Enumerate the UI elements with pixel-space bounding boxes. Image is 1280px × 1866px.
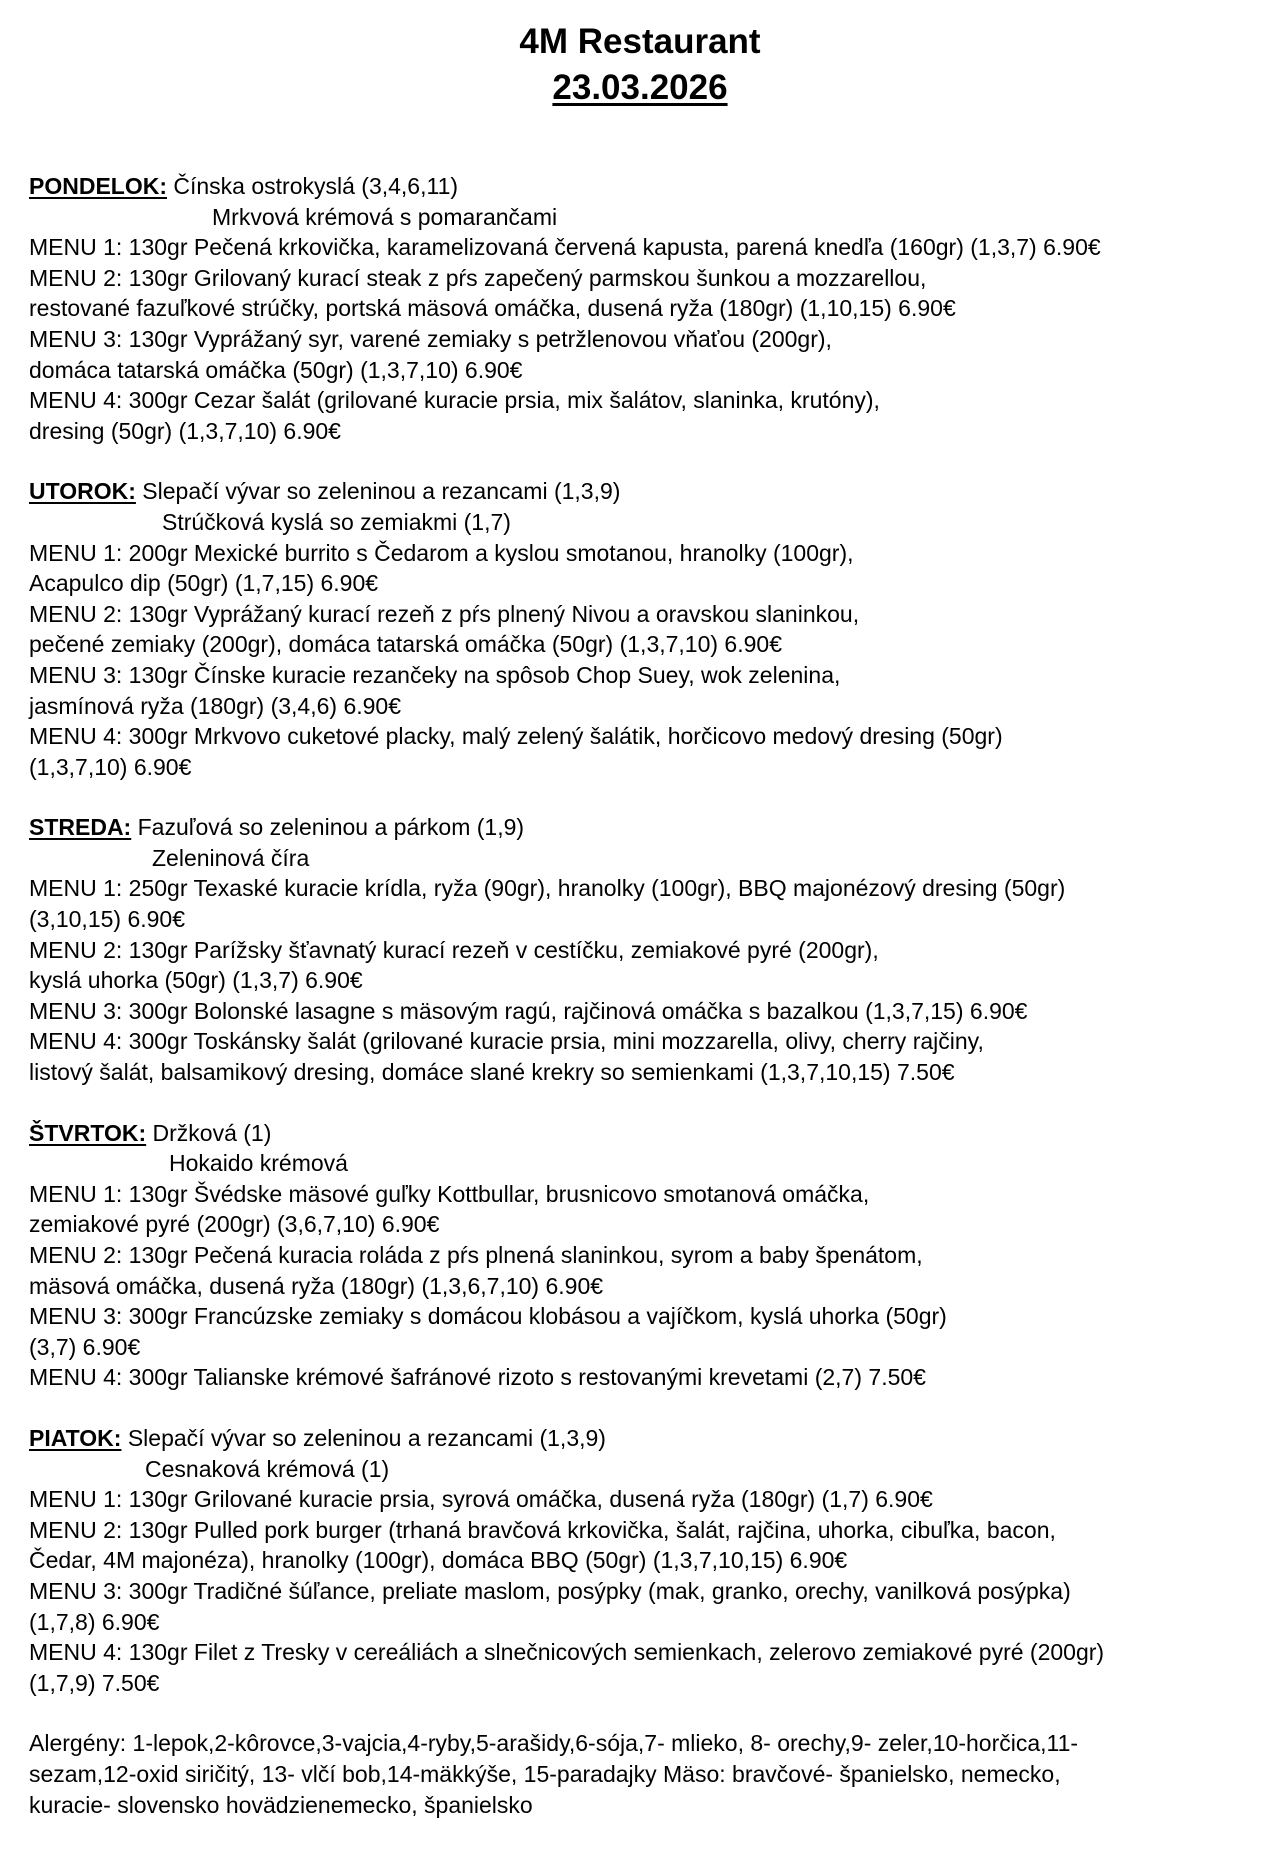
menu-line: MENU 2: 130gr Parížsky šťavnatý kurací rezeň v cestíčku, zemiakové pyré (200gr), [29, 936, 879, 963]
menu-line: MENU 2: 130gr Pečená kuracia roláda z pŕs plnená slaninkou, syrom a baby špenátom, [29, 1242, 923, 1268]
menu-line: MENU 2: 130gr Vyprážaný kurací rezeň z pŕs plnený Nivou a oravskou slaninkou, [29, 600, 860, 627]
day-section [29, 171, 1259, 446]
day-section [29, 476, 1259, 782]
menu-line: MENU 4: 130gr Filet z Tresky v cereáliách a slnečnicových semienkach, zelerovo zemiakové pyré (200gr) [29, 1639, 1105, 1666]
menu-line: MENU 4: 300gr Mrkvovo cuketové placky, malý zelený šalátik, horčicovo medový dresing (50gr) [29, 723, 1003, 750]
menu-line: MENU 3: 130gr Vyprážaný syr, varené zemiaky s petržlenovou vňaťou (200gr), [29, 325, 832, 352]
menu-line: listový šalát, balsamikový dresing, domáce slané krekry so semienkami (1,3,7,10,15) 7.50€ [29, 1059, 955, 1086]
menu-line: MENU 1: 250gr Texaské kuracie krídla, ryža (90gr), hranolky (100gr), BBQ majonézový dresing (50gr) [29, 875, 1066, 902]
day-label: PIATOK: [29, 1424, 122, 1451]
soup-2: Strúčková kyslá so zemiakmi (1,7) [162, 508, 511, 535]
day-soup-line [29, 1118, 1259, 1149]
menu-line: MENU 3: 130gr Čínske kuracie rezančeky na spôsob Chop Suey, wok zelenina, [29, 661, 841, 688]
allergen-line: kuracie- slovensko hovädzienemecko, španielsko [29, 1791, 533, 1818]
menu-line: (1,7,8) 6.90€ [29, 1608, 160, 1635]
soup-1: Fazuľová so zeleninou a párkom (1,9) [131, 814, 525, 841]
soup-2: Zeleninová číra [152, 844, 310, 871]
day-section [29, 1423, 1259, 1698]
menu-line: MENU 2: 130gr Pulled pork burger (trhaná bravčová krkovička, šalát, rajčina, uhorka, cibuľka, bacon, [29, 1516, 1056, 1543]
menu-line: MENU 4: 300gr Talianske krémové šafránové rizoto s restovanými krevetami (2,7) 7.50€ [29, 1364, 926, 1391]
day-soup-line [29, 812, 1259, 843]
allergens-note [29, 1728, 1259, 1820]
allergen-line: sezam,12-oxid siričitý, 13- vlčí bob,14-mäkkýše, 15-paradajky Mäso: bravčové- španielsko, nemecko, [29, 1760, 1061, 1787]
soup-1: Čínska ostrokyslá (3,4,6,11) [167, 173, 459, 199]
day-label: ŠTVRTOK: [29, 1119, 147, 1146]
menu-line: (1,7,9) 7.50€ [29, 1669, 160, 1696]
day-label: PONDELOK: [29, 173, 167, 199]
menu-line: MENU 3: 300gr Francúzske zemiaky s domácou klobásou a vajíčkom, kyslá uhorka (50gr) [29, 1303, 947, 1330]
soup-2: Hokaido krémová [169, 1150, 348, 1177]
menu-line: MENU 3: 300gr Bolonské lasagne s mäsovým ragú, rajčinová omáčka s bazalkou (1,3,7,15) 6.90€ [29, 997, 1028, 1024]
day-soup-line [29, 171, 1259, 202]
menu-line: MENU 1: 130gr Pečená krkovička, karamelizovaná červená kapusta, parená knedľa (160gr) (1,3,7) 6.90€ [29, 234, 1101, 261]
day-soup-line [29, 1423, 1259, 1454]
soup-2: Mrkvová krémová s pomarančami [212, 203, 558, 230]
menu-line: Čedar, 4M majonéza), hranolky (100gr), domáca BBQ (50gr) (1,3,7,10,15) 6.90€ [29, 1547, 848, 1574]
menu-line: MENU 4: 300gr Cezar šalát (grilované kuracie prsia, mix šalátov, slaninka, krutóny), [29, 387, 880, 414]
menu-page [29, 0, 1259, 1820]
menu-line: pečené zemiaky (200gr), domáca tatarská omáčka (50gr) (1,3,7,10) 6.90€ [29, 631, 782, 658]
menu-header [29, 22, 1251, 108]
allergen-line: Alergény: 1-lepok,2-kôrovce,3-vajcia,4-ryby,5-arašidy,6-sója,7- mlieko, 8- orechy,9- zeler,10-horčica,11- [29, 1730, 1079, 1757]
day-label: UTOROK: [29, 478, 136, 505]
menu-line: restované fazuľkové strúčky, portská mäsová omáčka, dusená ryža (180gr) (1,10,15) 6.90€ [29, 295, 956, 322]
soup-2: Cesnaková krémová (1) [145, 1455, 390, 1482]
day-soup-line [29, 476, 1259, 507]
soup-1: Držková (1) [146, 1119, 272, 1146]
menu-line: MENU 4: 300gr Toskánsky šalát (grilované kuracie prsia, mini mozzarella, olivy, cherry rajčiny, [29, 1028, 984, 1055]
day-label: STREDA: [29, 814, 132, 841]
restaurant-name: 4M Restaurant [519, 22, 761, 61]
menu-line: (1,3,7,10) 6.90€ [29, 753, 192, 780]
day-section [29, 812, 1259, 1087]
days-container [29, 171, 1259, 1698]
menu-line: (3,10,15) 6.90€ [29, 906, 186, 933]
menu-line: MENU 1: 200gr Mexické burrito s Čedarom a kyslou smotanou, hranolky (100gr), [29, 539, 854, 566]
menu-date: 23.03.2026 [552, 68, 728, 107]
menu-line: zemiakové pyré (200gr) (3,6,7,10) 6.90€ [29, 1211, 440, 1238]
menu-line: kyslá uhorka (50gr) (1,3,7) 6.90€ [29, 967, 363, 994]
menu-line: MENU 2: 130gr Grilovaný kurací steak z pŕs zapečený parmskou šunkou a mozzarellou, [29, 264, 927, 291]
day-section [29, 1118, 1259, 1393]
menu-line: domáca tatarská omáčka (50gr) (1,3,7,10) 6.90€ [29, 356, 523, 383]
soup-1: Slepačí vývar so zeleninou a rezancami (1,3,9) [135, 478, 621, 505]
menu-line: mäsová omáčka, dusená ryža (180gr) (1,3,6,7,10) 6.90€ [29, 1272, 604, 1299]
soup-1: Slepačí vývar so zeleninou a rezancami (1,3,9) [121, 1424, 606, 1451]
menu-line: MENU 3: 300gr Tradičné šúľance, preliate maslom, posýpky (mak, granko, orechy, vanilková posýpka) [29, 1577, 1071, 1604]
menu-line: MENU 1: 130gr Švédske mäsové guľky Kottbullar, brusnicovo smotanová omáčka, [29, 1180, 870, 1207]
menu-line: jasmínová ryža (180gr) (3,4,6) 6.90€ [29, 692, 402, 719]
menu-line: dresing (50gr) (1,3,7,10) 6.90€ [29, 417, 341, 444]
menu-line: MENU 1: 130gr Grilované kuracie prsia, syrová omáčka, dusená ryža (180gr) (1,7) 6.90€ [29, 1486, 933, 1513]
menu-line: Acapulco dip (50gr) (1,7,15) 6.90€ [29, 570, 379, 597]
menu-line: (3,7) 6.90€ [29, 1333, 141, 1360]
